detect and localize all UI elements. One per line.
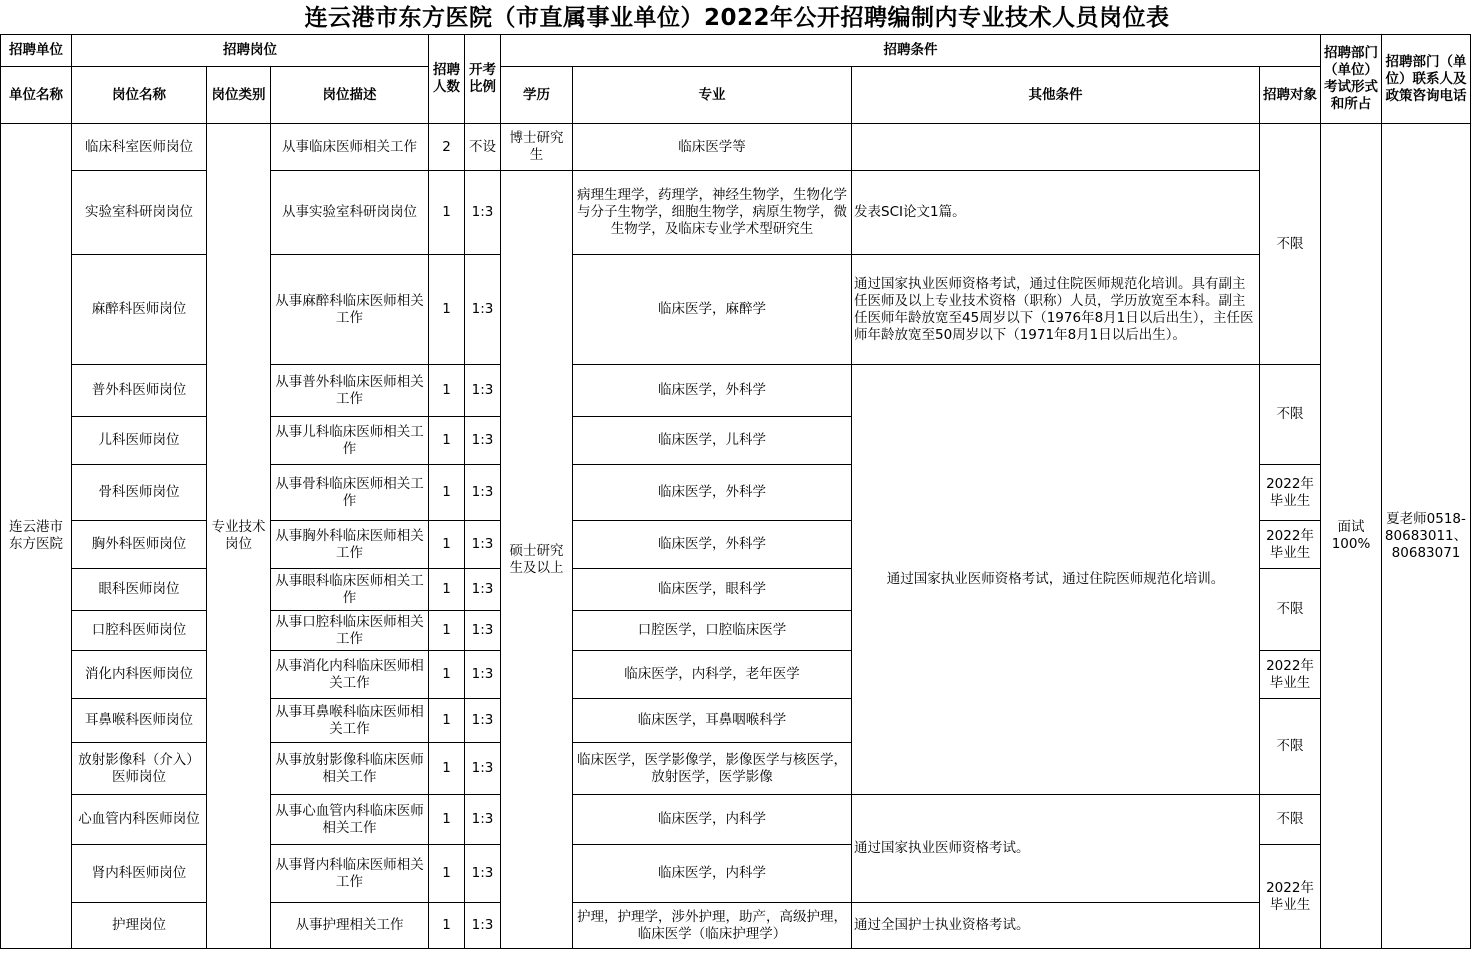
post-desc-cell: 从事实验室科研岗岗位 [271,171,429,255]
ratio-cell: 1:3 [465,845,501,903]
ratio-cell: 1:3 [465,465,501,521]
header-post-type: 岗位类别 [207,67,271,124]
count-cell: 1 [429,795,465,845]
post-desc-cell: 从事耳鼻喉科临床医师相关工作 [271,699,429,743]
target-cell: 不限 [1260,365,1321,465]
post-desc-cell: 从事眼科临床医师相关工作 [271,569,429,611]
education-cell: 硕士研究生及以上 [501,171,573,949]
post-desc-cell: 从事口腔科临床医师相关工作 [271,611,429,651]
post-name-cell: 儿科医师岗位 [72,417,207,465]
header-target: 招聘对象 [1260,67,1321,124]
ratio-cell: 1:3 [465,255,501,365]
count-cell: 1 [429,365,465,417]
ratio-cell: 1:3 [465,365,501,417]
header-contact: 招聘部门（单位）联系人及政策咨询电话 [1382,35,1471,124]
target-cell: 不限 [1260,569,1321,651]
table-row [1,124,1471,171]
header-major: 专业 [573,67,852,124]
target-cell: 不限 [1260,795,1321,845]
ratio-cell: 1:3 [465,743,501,795]
recruitment-table [0,34,1471,949]
major-cell: 临床医学，外科学 [573,521,852,569]
major-cell: 口腔医学，口腔临床医学 [573,611,852,651]
major-cell: 临床医学等 [573,124,852,171]
target-cell: 2022年毕业生 [1260,651,1321,699]
count-cell: 1 [429,903,465,949]
count-cell: 1 [429,255,465,365]
target-cell: 2022年毕业生 [1260,465,1321,521]
ratio-cell: 1:3 [465,521,501,569]
post-desc-cell: 从事麻醉科临床医师相关工作 [271,255,429,365]
page-title: 连云港市东方医院（市直属事业单位）2022年公开招聘编制内专业技术人员岗位表 [304,5,1170,31]
count-cell: 1 [429,521,465,569]
header-other: 其他条件 [852,67,1260,124]
target-cell: 2022年毕业生 [1260,845,1321,949]
count-cell: 2 [429,124,465,171]
major-cell: 临床医学，耳鼻咽喉科学 [573,699,852,743]
header-dept: 招聘部门（单位）考试形式和所占 [1321,35,1382,124]
post-name-cell: 口腔科医师岗位 [72,611,207,651]
count-cell: 1 [429,171,465,255]
header-unit: 招聘单位 [1,35,72,67]
post-desc-cell: 从事胸外科临床医师相关工作 [271,521,429,569]
ratio-cell: 1:3 [465,171,501,255]
major-cell: 临床医学，儿科学 [573,417,852,465]
ratio-cell: 1:3 [465,903,501,949]
header-ratio: 开考比例 [465,35,501,124]
ratio-cell: 不设 [465,124,501,171]
major-cell: 病理生理学，药理学，神经生物学，生物化学与分子生物学，细胞生物学，病原生物学，微生物学，及临床专业学术型研究生 [573,171,852,255]
ratio-cell: 1:3 [465,569,501,611]
header-conditions: 招聘条件 [501,35,1321,67]
post-desc-cell: 从事心血管内科临床医师相关工作 [271,795,429,845]
major-cell: 临床医学，外科学 [573,365,852,417]
post-name-cell: 临床科室医师岗位 [72,124,207,171]
header-post-name: 岗位名称 [72,67,207,124]
other-cell [852,124,1260,171]
post-name-cell: 消化内科医师岗位 [72,651,207,699]
post-desc-cell: 从事肾内科临床医师相关工作 [271,845,429,903]
other-cell: 通过国家执业医师资格考试，通过住院医师规范化培训。具有副主任医师及以上专业技术资格（职称）人员，学历放宽至本科。副主任医师年龄放宽至45周岁以下（1976年8月1日以后出生），主任医师年龄放宽至50周岁以下（1971年8月1日以后出生）。 [852,255,1260,365]
count-cell: 1 [429,651,465,699]
other-cell: 通过全国护士执业资格考试。 [852,903,1260,949]
post-name-cell: 护理岗位 [72,903,207,949]
post-name-cell: 放射影像科（介入）医师岗位 [72,743,207,795]
post-name-cell: 普外科医师岗位 [72,365,207,417]
post-desc-cell: 从事普外科临床医师相关工作 [271,365,429,417]
count-cell: 1 [429,465,465,521]
count-cell: 1 [429,611,465,651]
other-cell: 通过国家执业医师资格考试，通过住院医师规范化培训。 [852,365,1260,795]
target-cell: 不限 [1260,124,1321,365]
post-type-cell: 专业技术岗位 [207,124,271,949]
ratio-cell: 1:3 [465,699,501,743]
target-cell: 2022年毕业生 [1260,521,1321,569]
count-cell: 1 [429,699,465,743]
major-cell: 护理，护理学，涉外护理，助产，高级护理，临床医学（临床护理学） [573,903,852,949]
post-desc-cell: 从事消化内科临床医师相关工作 [271,651,429,699]
ratio-cell: 1:3 [465,611,501,651]
post-desc-cell: 从事护理相关工作 [271,903,429,949]
major-cell: 临床医学，内科学 [573,795,852,845]
post-desc-cell: 从事骨科临床医师相关工作 [271,465,429,521]
contact-cell: 夏老师0518-80683011、80683071 [1382,124,1471,949]
major-cell: 临床医学，眼科学 [573,569,852,611]
major-cell: 临床医学，医学影像学，影像医学与核医学，放射医学，医学影像 [573,743,852,795]
unit-name-cell: 连云港市东方医院 [1,124,72,949]
post-name-cell: 耳鼻喉科医师岗位 [72,699,207,743]
count-cell: 1 [429,845,465,903]
post-name-cell: 眼科医师岗位 [72,569,207,611]
count-cell: 1 [429,417,465,465]
header-unit-name: 单位名称 [1,67,72,124]
header-post-desc: 岗位描述 [271,67,429,124]
header-education: 学历 [501,67,573,124]
post-name-cell: 心血管内科医师岗位 [72,795,207,845]
count-cell: 1 [429,743,465,795]
other-cell: 通过国家执业医师资格考试。 [852,795,1260,903]
ratio-cell: 1:3 [465,651,501,699]
post-desc-cell: 从事放射影像科临床医师相关工作 [271,743,429,795]
exam-cell: 面试100% [1321,124,1382,949]
post-name-cell: 麻醉科医师岗位 [72,255,207,365]
major-cell: 临床医学，内科学 [573,845,852,903]
post-desc-cell: 从事临床医师相关工作 [271,124,429,171]
header-count: 招聘人数 [429,35,465,124]
count-cell: 1 [429,569,465,611]
post-name-cell: 胸外科医师岗位 [72,521,207,569]
education-cell: 博士研究生 [501,124,573,171]
post-name-cell: 肾内科医师岗位 [72,845,207,903]
major-cell: 临床医学，内科学，老年医学 [573,651,852,699]
header-post: 招聘岗位 [72,35,429,67]
post-desc-cell: 从事儿科临床医师相关工作 [271,417,429,465]
ratio-cell: 1:3 [465,795,501,845]
major-cell: 临床医学，外科学 [573,465,852,521]
ratio-cell: 1:3 [465,417,501,465]
post-name-cell: 骨科医师岗位 [72,465,207,521]
target-cell: 不限 [1260,699,1321,795]
major-cell: 临床医学，麻醉学 [573,255,852,365]
other-cell: 发表SCI论文1篇。 [852,171,1260,255]
post-name-cell: 实验室科研岗岗位 [72,171,207,255]
